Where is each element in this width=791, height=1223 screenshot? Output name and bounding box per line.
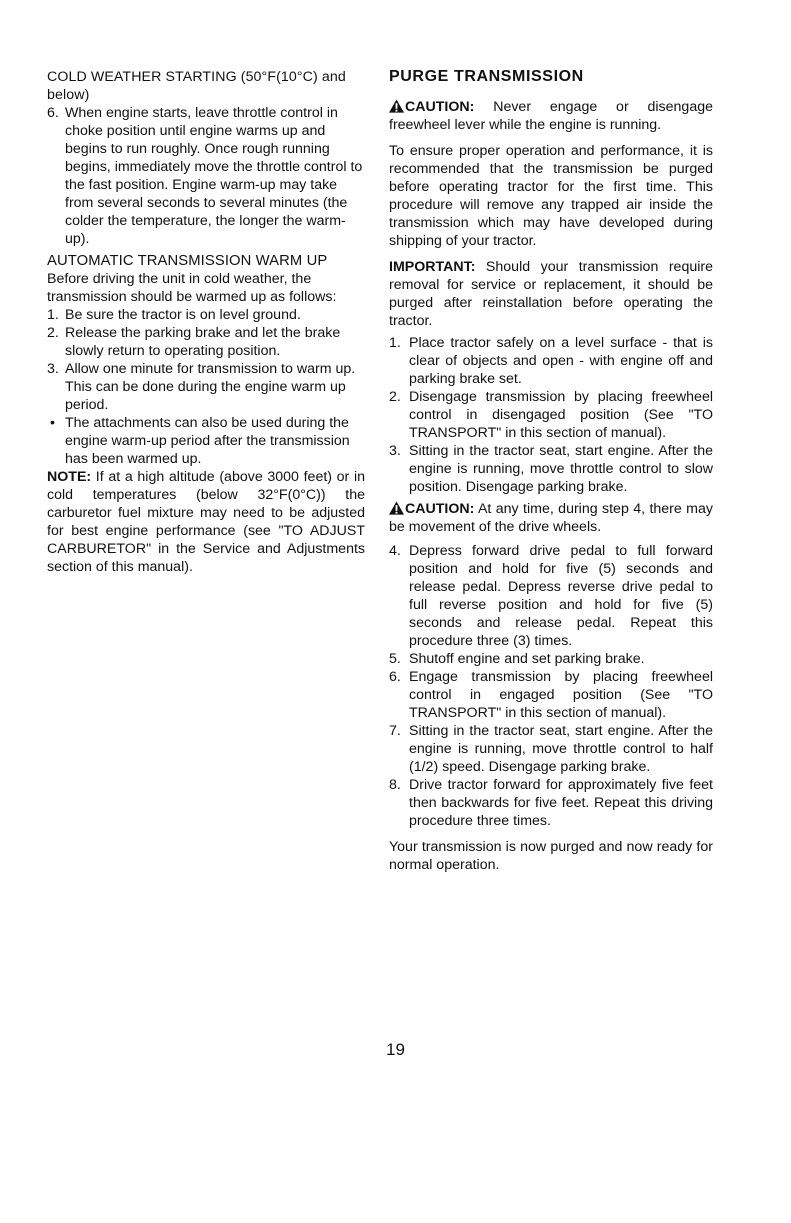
step-number: 8. (389, 777, 401, 793)
purge-step (389, 776, 713, 830)
page-number: 19 (386, 1040, 405, 1059)
purge-step (389, 722, 713, 776)
warmup-step (47, 360, 365, 414)
important-paragraph (389, 258, 713, 330)
step-text: Allow one minute for transmission to warm up. This can be done during the engine warm up period. (65, 361, 356, 413)
purge-step (389, 388, 713, 442)
step-number: 6. (47, 105, 59, 121)
cold-step-6 (47, 104, 365, 248)
step-number: 1. (47, 307, 59, 323)
step-text: Disengage transmission by placing freewheel control in disengaged position (See "TO TRANSPORT" in this section of manual). (409, 389, 713, 441)
warmup-step (47, 324, 365, 360)
purge-step (389, 442, 713, 496)
purge-step (389, 542, 713, 650)
step-number: 2. (389, 389, 401, 405)
left-column (47, 68, 365, 576)
step-number: 1. (389, 335, 401, 351)
step-text: Shutoff engine and set parking brake. (409, 651, 645, 667)
caution-paragraph (389, 98, 713, 134)
step-text: Place tractor safely on a level surface - that is clear of objects and open - with engine off and parking brake set. (409, 335, 713, 387)
step-number: 4. (389, 543, 401, 559)
caution-label: CAUTION: (405, 501, 475, 517)
important-label: IMPORTANT: (389, 259, 476, 275)
step-number: 6. (389, 669, 401, 685)
step-text: Engage transmission by placing freewheel control in engaged position (See "TO TRANSPORT" in this section of manual). (409, 669, 713, 721)
auto-warmup-intro: Before driving the unit in cold weather, the transmission should be warmed up as follows: (47, 271, 337, 305)
purge-step (389, 668, 713, 722)
step-number: 3. (47, 361, 59, 377)
step-text: Drive tractor forward for approximately five feet then backwards for five feet. Repeat this driving procedure three times. (409, 777, 713, 829)
step-number: 7. (389, 723, 401, 739)
caution-text: Never engage or disengage freewheel lever while the engine is running. (389, 99, 713, 133)
purge-intro: To ensure proper operation and performance, it is recommended that the transmission be purged before operating tractor for the first time. This procedure will remove any trapped air inside the transmission which may have developed during shipping of your tractor. (389, 143, 713, 249)
step-number: 3. (389, 443, 401, 459)
auto-warmup-heading: AUTOMATIC TRANSMISSION WARM UP (47, 253, 328, 269)
caution-text: At any time, during step 4, there may be movement of the drive wheels. (389, 501, 713, 535)
step-text: Release the parking brake and let the brake slowly return to operating position. (65, 325, 341, 359)
note-label: NOTE: (47, 469, 92, 485)
step-number: 2. (47, 325, 59, 341)
right-column (389, 68, 713, 874)
note-text: If at a high altitude (above 3000 feet) or in cold temperatures (below 32°F(0°C)) the carburetor fuel mixture may need to be adjusted for best engine performance (see "TO ADJUST CARBURETOR" in the Service and Adjustments section of this manual). (47, 469, 365, 575)
caution-label: CAUTION: (405, 99, 475, 115)
cold-weather-heading: COLD WEATHER STARTING (50°F(10°C) and below) (47, 69, 346, 103)
note-paragraph (47, 468, 365, 576)
step-text: Be sure the tractor is on level ground. (65, 307, 301, 323)
warmup-step (47, 306, 365, 324)
step-number: 5. (389, 651, 401, 667)
step-text: Depress forward drive pedal to full forward position and hold for five (5) seconds and release pedal. Depress reverse drive pedal to full reverse position and hold for five (5) seconds and release pedal. Repeat this procedure three (3) times. (409, 543, 713, 649)
step-text: Sitting in the tractor seat, start engine. After the engine is running, move throttle control to half (1/2) speed. Disengage parking brake. (409, 723, 713, 775)
important-text: Should your transmission require removal for service or replacement, it should be purged after reinstallation before operating the tractor. (389, 259, 713, 329)
step-text: When engine starts, leave throttle control in choke position until engine warms up and begins to run roughly. Once rough running begins, immediately move the throttle control to the fast position. Engine warm-up may take from several seconds to several minutes (the colder the temperature, the longer the warm-up). (65, 105, 363, 247)
bullet-item (47, 414, 365, 468)
purge-step (389, 650, 713, 668)
warning-triangle-icon (389, 501, 404, 515)
bullet-text: The attachments can also be used during the engine warm-up period after the transmission has been warmed up. (65, 415, 350, 467)
closing-paragraph: Your transmission is now purged and now ready for normal operation. (389, 839, 713, 873)
warning-triangle-icon (389, 99, 404, 113)
purge-step (389, 334, 713, 388)
purge-transmission-title: PURGE TRANSMISSION (389, 68, 584, 85)
step-text: Sitting in the tractor seat, start engine. After the engine is running, move throttle control to slow position. Disengage parking brake. (409, 443, 713, 495)
bullet-glyph: • (50, 415, 55, 431)
caution-paragraph-2 (389, 500, 713, 536)
